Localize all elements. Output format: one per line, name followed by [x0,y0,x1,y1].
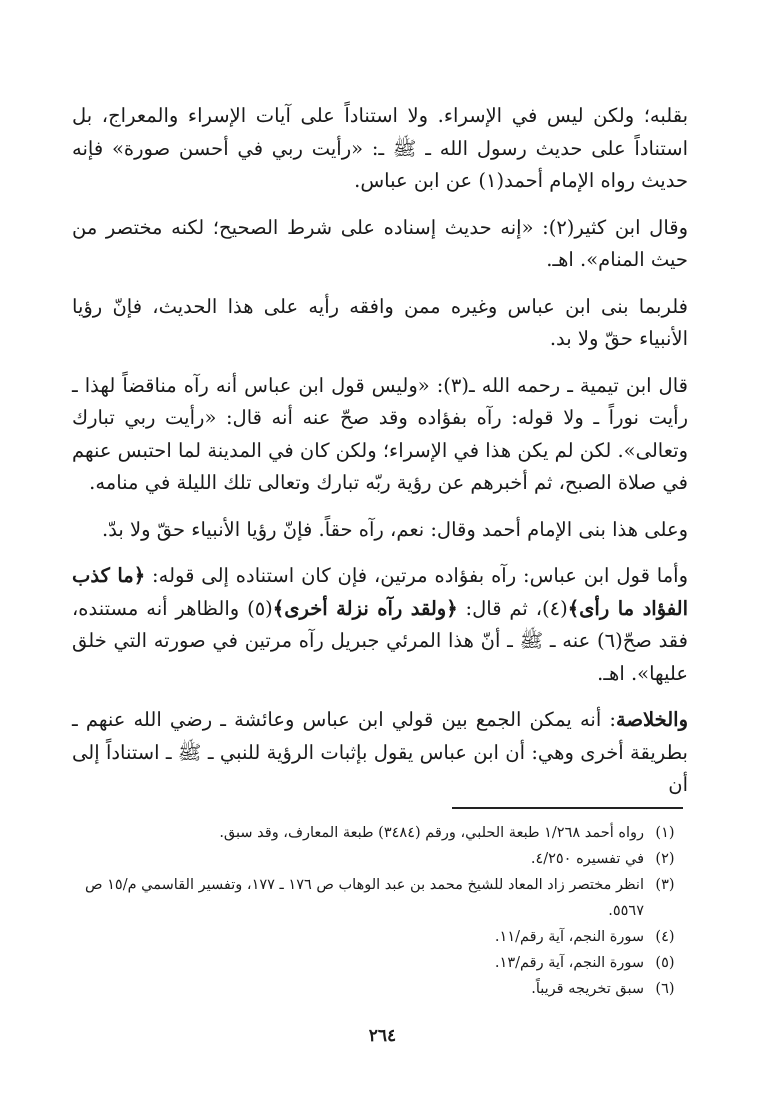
footnote-1 [72,820,686,846]
quran-quote-1: ﴿ما كذب الفؤاد ما رأى﴾ [72,564,688,620]
page-number: ٢٦٤ [368,1026,397,1046]
paragraph-text: (٤)، ثم قال: [457,596,568,620]
paragraph-text: (٥) والظاهر أنه مستنده، فقد صحّ(٦) عنه ـ ﷺ ـ أنّ هذا المرئي جبريل رآه مرتين في صورته التي خلق عليها». اهـ. [72,596,688,685]
paragraph-6 [72,560,688,690]
footnote-6 [72,976,686,1002]
footnote-text: رواه أحمد ١/٢٦٨ طبعة الحلبي، ورقم (٣٤٨٤) طبعة المعارف، وقد سبق. [219,825,644,841]
footnote-number: (٦) [655,981,675,997]
footnote-text: انظر مختصر زاد المعاد للشيخ محمد بن عبد الوهاب ص ١٧٦ ـ ١٧٧، وتفسير القاسمي م/١٥ ص ٥٥٦٧. [84,877,644,919]
footnote-text: في تفسيره ٤/٢٥٠. [530,851,644,867]
footnote-number: (٥) [655,955,675,971]
paragraph-text: وقال ابن كثير(٢): «إنه حديث إسناده على شرط الصحيح؛ لكنه مختصر من حيث المنام». اهـ. [72,215,689,271]
quran-quote-2: ﴿ولقد رآه نزلة أخرى﴾ [272,596,458,620]
footnote-number: (٣) [655,877,675,893]
paragraph-2 [72,212,688,277]
conclusion-heading: والخلاصة [615,708,688,731]
paragraph-5 [72,514,688,547]
paragraph-text: بقلبه؛ ولكن ليس في الإسراء. ولا استناداً على آيات الإسراء والمعراج، بل استناداً على حديث رسول الله ـ ﷺ ـ: «رأيت ربي في أحسن صورة» فإنه حديث رواه الإمام أحمد(١) عن ابن عباس. [72,104,688,192]
paragraph-4 [72,370,688,500]
footnotes [72,820,686,1002]
paragraph-text: قال ابن تيمية ـ رحمه الله ـ(٣): «وليس قول ابن عباس أنه رآه مناقضاً لهذا ـ رأيت نوراً ـ ولا قوله: رآه بفؤاده وقد صحّ عنه أنه قال: «رأيت ربي تبارك وتعالى». لكن لم يكن هذا في الإسراء؛ ولكن كان في المدينة لما احتبس عنهم في صلاة الصبح، ثم أخبرهم عن رؤية ربّه تبارك وتعالى تلك الليلة في منامه. [71,373,688,494]
footnote-5 [72,950,686,976]
paragraph-text: : أنه يمكن الجمع بين قولي ابن عباس وعائشة ـ رضي الله عنهم ـ بطريقة أخرى وهي: أن ابن عباس يقول بإثبات الرؤية للنبي ـ ﷺ ـ استناداً إلى أن [72,708,688,796]
paragraph-text: وعلى هذا بنى الإمام أحمد وقال: نعم، رآه حقاً. فإنّ رؤيا الأنبياء حقّ ولا بدّ. [102,517,688,541]
footnote-number: (١) [655,825,675,841]
paragraph-text: فلربما بنى ابن عباس وغيره ممن وافقه رأيه على هذا الحديث، فإنّ رؤيا الأنبياء حقّ ولا بد. [72,294,688,350]
paragraph-text: وأما قول ابن عباس: رآه بفؤاده مرتين، فإن كان استناده إلى قوله: [145,564,688,587]
main-text [72,100,688,802]
paragraph-1 [72,100,688,198]
footnote-2 [72,846,686,872]
footnote-text: سورة النجم، آية رقم/١١. [494,929,644,945]
paragraph-3 [72,291,688,356]
footnote-number: (٤) [655,929,675,945]
footnote-number: (٢) [655,851,675,867]
footnote-text: سورة النجم، آية رقم/١٣. [494,955,644,971]
footnote-4 [72,924,686,950]
footnote-3 [72,872,686,924]
footnote-divider [452,807,683,809]
paragraph-7 [72,704,688,802]
footnote-text: سبق تخريجه قريباً. [531,981,644,997]
